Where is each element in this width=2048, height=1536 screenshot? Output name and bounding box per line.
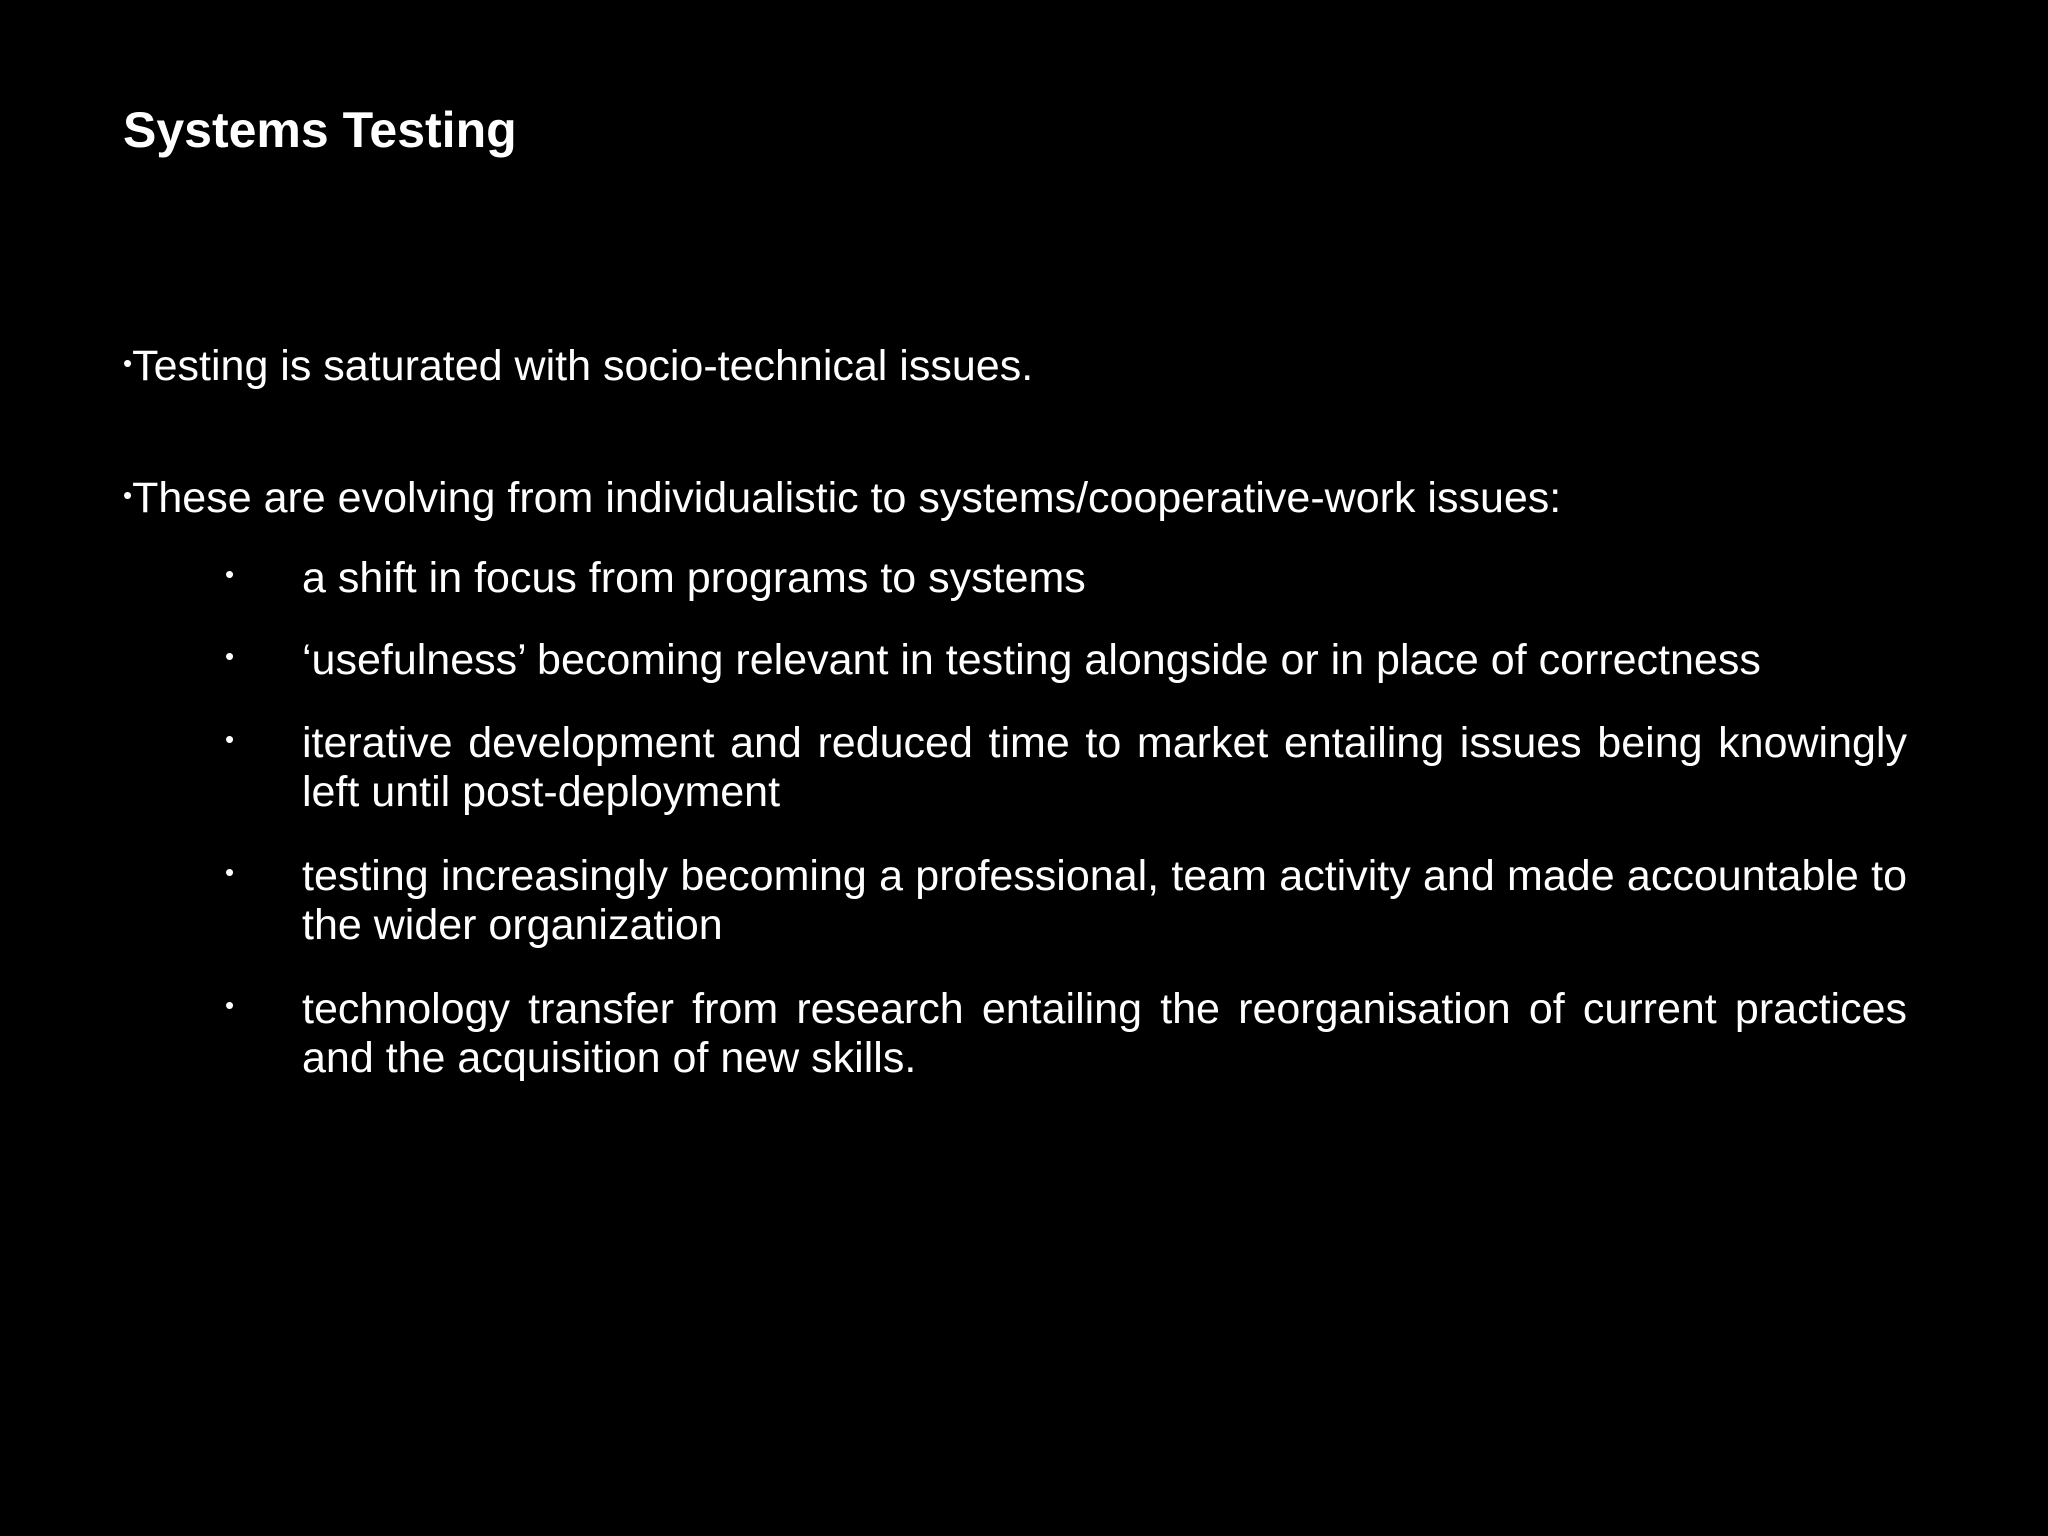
bullet-item bbox=[123, 338, 1033, 391]
bullet-marker: • bbox=[123, 480, 133, 510]
sub-bullet-marker: • bbox=[225, 559, 235, 589]
sub-bullet-marker: • bbox=[225, 857, 235, 887]
sub-bullet-text: iterative development and reduced time to market entailing issues being knowingly left until post-deployment bbox=[302, 719, 1907, 816]
slide-title: Systems Testing bbox=[123, 102, 517, 158]
bullet-item bbox=[123, 470, 1561, 523]
sub-bullet-marker: • bbox=[225, 990, 235, 1020]
bullet-text: These are evolving from individualistic to systems/cooperative-work issues: bbox=[132, 474, 1562, 522]
sub-bullet-text: technology transfer from research entailing the reorganisation of current practices and the acquisition of new skills. bbox=[302, 985, 1907, 1082]
sub-bullet-marker: • bbox=[225, 724, 235, 754]
bullet-marker: • bbox=[123, 348, 133, 378]
sub-bullet-marker: • bbox=[225, 641, 235, 671]
sub-bullet-text: testing increasingly becoming a professional, team activity and made accountable to the wider organization bbox=[302, 852, 1907, 949]
bullet-text: Testing is saturated with socio-technical issues. bbox=[132, 342, 1034, 390]
sub-bullet-text: a shift in focus from programs to systems bbox=[302, 554, 1086, 602]
sub-bullet-text: ‘usefulness’ becoming relevant in testing alongside or in place of correctness bbox=[302, 636, 1761, 684]
